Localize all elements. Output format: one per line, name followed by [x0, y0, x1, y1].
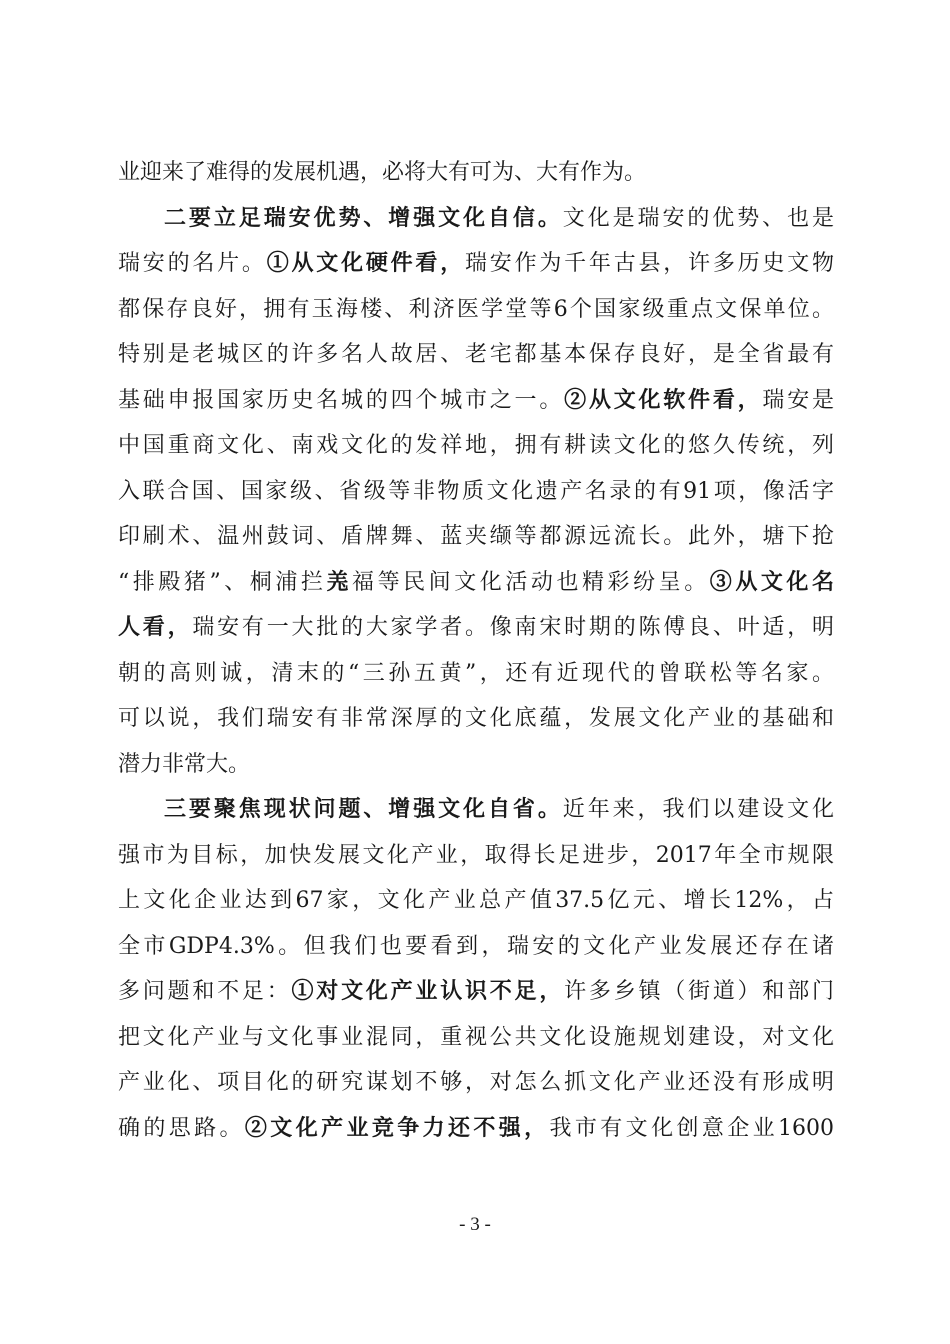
text-line [118, 287, 834, 333]
text-run: 福等民间文化活动也精彩纷呈。 [352, 569, 710, 595]
text-run: 瑞安的名片。 [118, 251, 267, 276]
text-run: 文化是瑞安的优势、也是 [562, 205, 834, 231]
paragraph-heading-line [118, 787, 834, 833]
point-heading: ①从文化硬件看， [266, 250, 465, 276]
text-run: 产业化、项目化的研究谋划不够，对怎么抓文化产业还没有形成明 [118, 1070, 834, 1095]
text-run: 印刷术、温州鼓词、盾牌舞、蓝夹缬等都源远流长。此外，塘下抢 [118, 524, 834, 549]
text-run: 特别是老城区的许多名人故居、老宅都基本保存良好，是全省最有 [118, 342, 834, 367]
point-heading: 人看， [118, 614, 193, 640]
text-line [118, 605, 834, 651]
page-number: - 3 - [459, 1214, 491, 1235]
text-line [118, 1060, 834, 1106]
paragraph-heading: 二要立足瑞安优势、增强文化自信。 [164, 204, 563, 231]
text-run: 把文化产业与文化事业混同，重视公共文化设施规划建设，对文化 [118, 1024, 834, 1050]
text-line [118, 1015, 834, 1061]
text-line [118, 332, 834, 378]
text-run: 上文化企业达到67家，文化产业总产值37.5亿元、增长12%，占 [118, 888, 834, 913]
text-line [118, 969, 834, 1015]
text-run: 瑞安作为千年古县，许多历史文物 [465, 251, 834, 276]
text-run: 多问题和不足： [118, 979, 292, 1004]
text-run: 近年来，我们以建设文化 [562, 797, 834, 822]
text-run: 入联合国、国家级、省级等非物质文化遗产名录的有91项，像活字 [118, 478, 834, 504]
text-run: 许多乡镇（街道）和部门 [564, 979, 834, 1004]
text-run: 朝的高则诚，清末的“三孙五黄”，还有近现代的曾联松等名家。 [118, 660, 834, 686]
text-run-rare-char: 𦍑 [326, 568, 353, 595]
text-run: 强市为目标，加快发展文化产业，取得长足进步，2017年全市规限 [118, 842, 834, 868]
text-line [118, 560, 834, 606]
text-line [118, 1106, 834, 1152]
point-heading: ②从文化软件看， [564, 386, 763, 413]
text-run: 瑞安是 [762, 387, 834, 413]
text-line [118, 878, 834, 924]
text-line [118, 833, 834, 879]
text-line [118, 651, 834, 697]
text-line [118, 241, 834, 287]
text-line [118, 742, 834, 788]
text-run: 基础申报国家历史名城的四个城市之一。 [118, 387, 565, 413]
text-run: 都保存良好，拥有玉海楼、利济医学堂等6个国家级重点文保单位。 [118, 296, 834, 322]
text-line [118, 924, 834, 970]
text-line [118, 696, 834, 742]
text-run: 瑞安有一大批的大家学者。像南宋时期的陈傅良、叶适，明 [192, 615, 834, 640]
body-text [118, 150, 834, 1151]
text-run: 确的思路。 [118, 1115, 245, 1141]
text-run: “排殿猪”、桐浦拦 [118, 569, 327, 595]
text-line [118, 514, 834, 560]
text-line [118, 150, 834, 196]
point-heading: ③从文化名 [709, 568, 834, 595]
text-run: 可以说，我们瑞安有非常深厚的文化底蕴，发展文化产业的基础和 [118, 706, 834, 731]
point-heading: ②文化产业竞争力还不强， [244, 1114, 550, 1141]
text-line [118, 423, 834, 469]
paragraph-heading-line [118, 196, 834, 242]
text-run: 全市GDP4.3%。但我们也要看到，瑞安的文化产业发展还存在诸 [118, 933, 834, 959]
text-run: 潜力非常大。 [118, 751, 251, 777]
paragraph-heading: 三要聚焦现状问题、增强文化自省。 [164, 796, 563, 822]
text-run: 业迎来了难得的发展机遇，必将大有可为、大有作为。 [118, 160, 647, 185]
point-heading: ①对文化产业认识不足， [291, 978, 565, 1004]
text-line [118, 378, 834, 424]
text-line [118, 469, 834, 515]
text-run: 中国重商文化、南戏文化的发祥地，拥有耕读文化的悠久传统，列 [118, 433, 834, 458]
text-run: 我市有文化创意企业1600 [549, 1115, 834, 1141]
